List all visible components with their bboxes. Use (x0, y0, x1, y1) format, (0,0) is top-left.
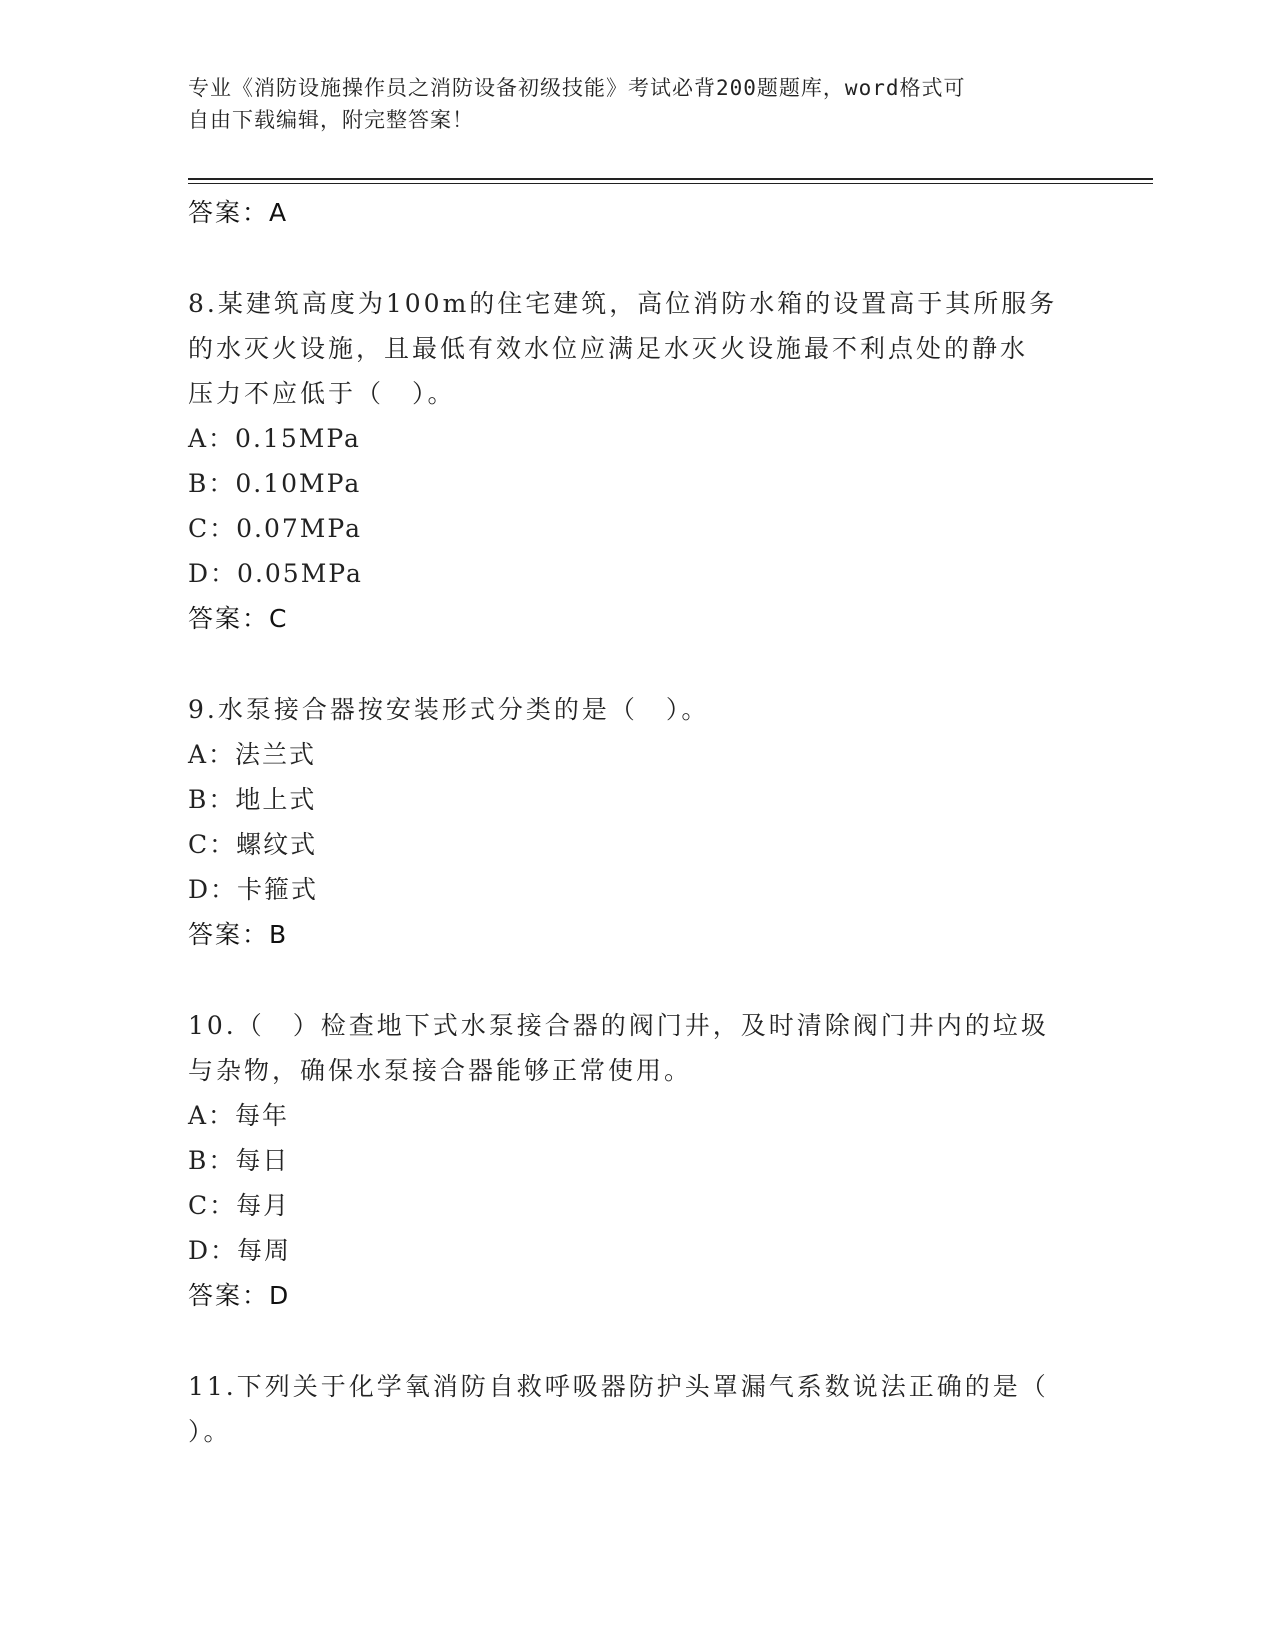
question-list (188, 190, 1088, 1454)
option-c: C：螺纹式 (188, 830, 318, 859)
question-text-line: ）。 (188, 1417, 232, 1446)
option-a: A：法兰式 (188, 740, 317, 769)
spacer (188, 1318, 1088, 1364)
header-divider-thin (188, 183, 1153, 184)
question-text-line: 11.下列关于化学氧消防自救呼吸器防护头罩漏气系数说法正确的是（ (188, 1372, 1049, 1401)
question-text-line: 10.（ ）检查地下式水泵接合器的阀门井，及时清除阀门井内的垃圾 (188, 1011, 1049, 1040)
option-a: A：每年 (188, 1101, 290, 1130)
question-block-9 (188, 687, 1088, 957)
answer-text: 答案：D (188, 1281, 291, 1310)
option-a: A：0.15MPa (188, 424, 361, 453)
question-block-8 (188, 281, 1088, 641)
question-text-line: 压力不应低于（ ）。 (188, 379, 456, 408)
answer-text: 答案：C (188, 604, 289, 633)
question-text-line: 与杂物，确保水泵接合器能够正常使用。 (188, 1056, 693, 1085)
question-block-11 (188, 1364, 1088, 1454)
option-d: D：卡箍式 (188, 875, 319, 904)
answer-block-7 (188, 190, 1088, 235)
option-b: B：0.10MPa (188, 469, 362, 498)
question-block-10 (188, 1003, 1088, 1318)
option-b: B：每日 (188, 1146, 290, 1175)
question-text-line: 9.水泵接合器按安装形式分类的是（ ）。 (188, 695, 710, 724)
option-b: B：地上式 (188, 785, 317, 814)
header-title-line-2: 自由下载编辑，附完整答案！ (188, 108, 474, 132)
spacer (188, 957, 1088, 1003)
option-d: D：0.05MPa (188, 559, 363, 588)
option-c: C：0.07MPa (188, 514, 362, 543)
answer-text: 答案：B (188, 920, 289, 949)
spacer (188, 641, 1088, 687)
option-d: D：每周 (188, 1236, 292, 1265)
page-header (188, 72, 1068, 136)
option-c: C：每月 (188, 1191, 291, 1220)
answer-text: 答案：A (188, 198, 289, 227)
header-divider-thick (188, 178, 1153, 180)
question-text-line: 的水灭火设施，且最低有效水位应满足水灭火设施最不利点处的静水 (188, 334, 1029, 363)
question-text-line: 8.某建筑高度为100m的住宅建筑，高位消防水箱的设置高于其所服务 (188, 289, 1058, 318)
header-title-line-1: 专业《消防设施操作员之消防设备初级技能》考试必背200题题库，word格式可 (188, 76, 966, 100)
spacer (188, 235, 1088, 281)
